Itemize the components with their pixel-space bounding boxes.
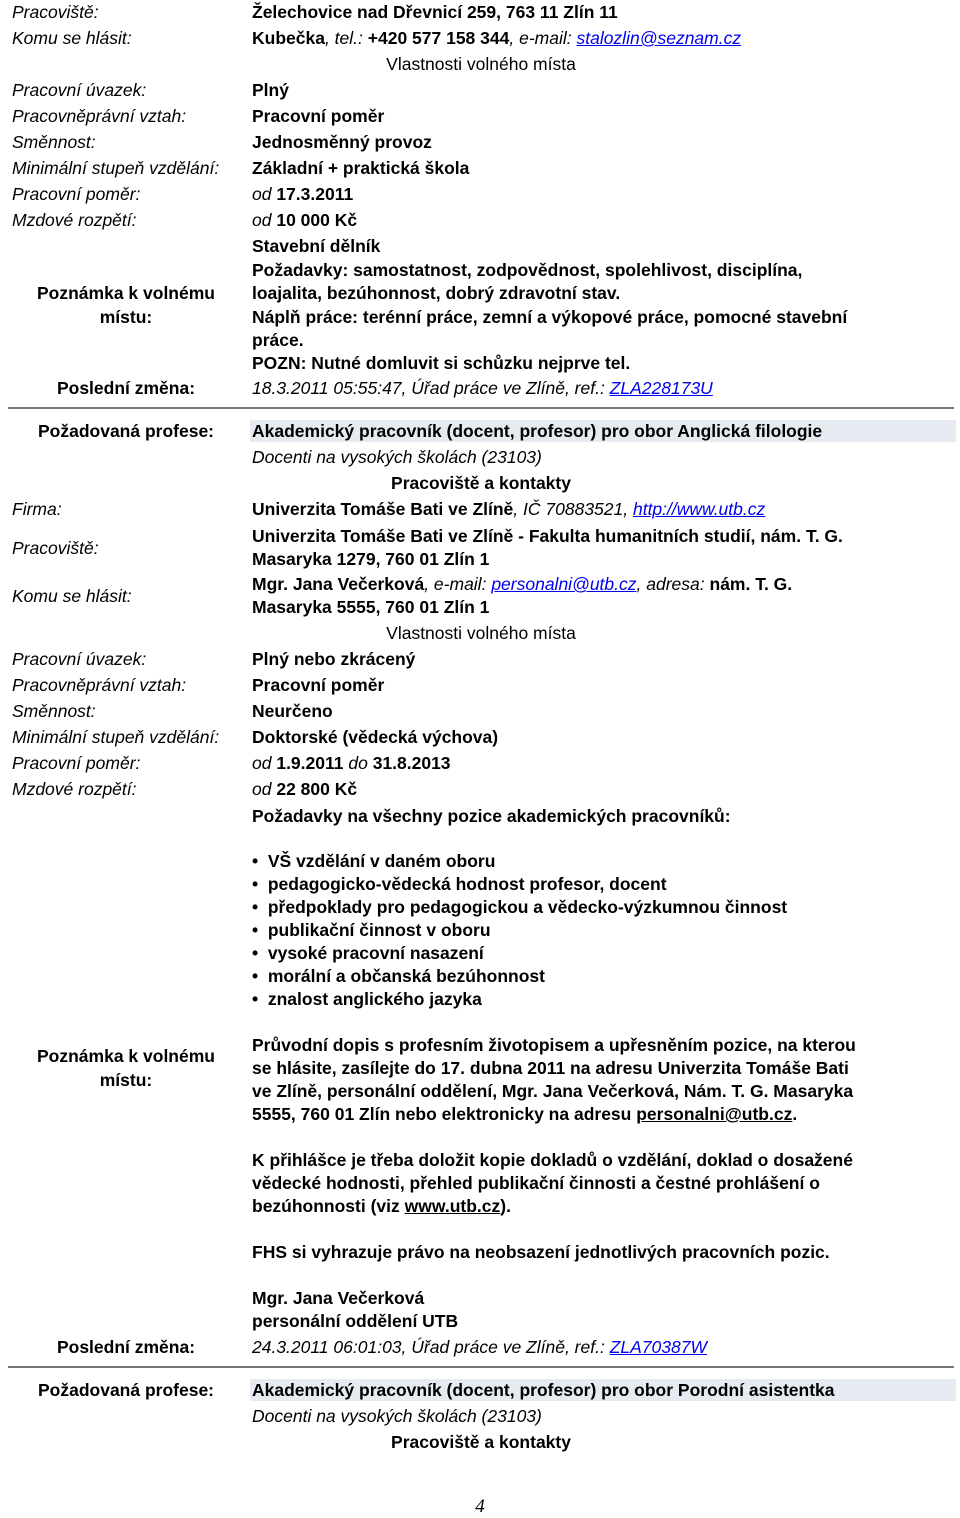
job1-pomer-label: Pracovní poměr: [12,184,141,204]
job2-komu-label: Komu se hlásit: [12,586,132,606]
job1-email-label: , e-mail: [509,28,577,48]
job2-uvazek-value: Plný nebo zkrácený [252,649,416,669]
job2-podpis-dept: personální oddělení UTB [252,1311,459,1331]
job1-poznamka-line: práce. [252,330,304,350]
job1-pomer-date: 17.3.2011 [271,184,354,204]
job2-smennost-value: Neurčeno [252,701,333,721]
job1-komu-value [252,27,741,49]
job1-vzdelani-value: Základní + praktická škola [252,158,470,178]
job2-zmena-label: Poslední změna: [56,1337,196,1357]
job2-pracoviste-line2: Masaryka 1279, 760 01 Zlín 1 [252,549,490,569]
job2-pomer-to: 31.8.2013 [367,753,451,773]
job1-email-link[interactable]: stalozlin@seznam.cz [576,28,742,48]
job1-tel-value: +420 577 158 344 [362,28,510,48]
job1-pomer-value [252,183,353,205]
job2-fhs-line: FHS si vyhrazuje právo na neobsazení jednotlivých pracovních pozic. [252,1242,830,1262]
job2-kontakty-heading: Pracoviště a kontakty [391,473,571,493]
job1-poznamka-label-2: místu: [99,307,153,327]
job3-profese-sub: Docenti na vysokých školách (23103) [252,1406,542,1426]
job2-uvazek-label: Pracovní úvazek: [12,649,147,669]
job2-pozadavky-heading: Požadavky na všechny pozice akademických pracovníků: [252,806,731,826]
job2-profese-label: Požadovaná profese: [37,421,215,441]
job2-kopie-line: vědecké hodnosti, přehled publikační činnosti a čestné prohlášení o [252,1173,820,1193]
job1-vlastnosti-heading: Vlastnosti volného místa [386,54,576,74]
job2-pozadavek-item: • morální a občanská bezúhonnost [252,966,545,986]
job1-mzda-amount: 10 000 Kč [271,210,358,230]
job1-uvazek-label: Pracovní úvazek: [12,80,147,100]
job3-kontakty-heading: Pracoviště a kontakty [391,1432,571,1452]
job2-adresa-2: Masaryka 5555, 760 01 Zlín 1 [252,597,490,617]
job2-firma-label: Firma: [12,499,62,519]
job1-vzdelani-label: Minimální stupeň vzdělání: [12,158,220,178]
job2-vzdelani-label: Minimální stupeň vzdělání: [12,727,220,747]
job2-komu-value [252,573,792,595]
job2-firma-ic: , IČ 70883521, [513,499,633,519]
job2-pomer-label: Pracovní poměr: [12,753,141,773]
job2-dopis-last: 5555, 760 01 Zlín nebo elektronicky na adresu personalni@utb.cz. [252,1104,798,1124]
job2-pomer-do: do [348,753,368,773]
job2-vlastnosti-heading: Vlastnosti volného místa [386,623,576,643]
job1-poznamka-label: Poznámka k volnému [37,283,215,303]
job2-pozadavek-item: • vysoké pracovní nasazení [252,943,484,963]
job1-pomer-od: od [252,184,272,204]
job2-pomer-value [252,752,451,774]
job2-pracoviste-label: Pracoviště: [12,538,99,558]
job1-poznamka-line: Požadavky: samostatnost, zodpovědnost, spolehlivost, disciplína, [252,260,803,280]
job2-dopis-email-link[interactable]: personalni@utb.cz [636,1104,793,1124]
job1-poznamka-line: loajalita, bezúhonnost, dobrý zdravotní stav. [252,283,621,303]
job1-komu-label: Komu se hlásit: [12,28,132,48]
job2-komu-name: Mgr. Jana Večerková [252,574,425,594]
job2-podpis-name: Mgr. Jana Večerková [252,1288,425,1308]
job2-adresa-1: nám. T. G. [709,574,793,594]
job3-profese-label: Požadovaná profese: [37,1380,215,1400]
job2-pozadavek-item: • předpoklady pro pedagogickou a vědecko-výzkumnou činnost [252,897,788,917]
job3-profese-value: Akademický pracovník (docent, profesor) pro obor Porodní asistentka [252,1380,835,1400]
job2-dopis-line: ve Zlíně, personální oddělení, Mgr. Jana Večerková, Nám. T. G. Masaryka [252,1081,854,1101]
job1-mzda-label: Mzdové rozpětí: [12,210,137,230]
job1-zmena-text: 18.3.2011 05:55:47, Úřad práce ve Zlíně, ref.: [252,378,610,398]
job2-vztah-label: Pracovněprávní vztah: [12,675,187,695]
job2-pracoviste-line1: Univerzita Tomáše Bati ve Zlíně - Fakulta humanitních studií, nám. T. G. [252,526,843,546]
job2-email-label: , e-mail: [424,574,492,594]
job2-pozadavek-item: • VŠ vzdělání v daném oboru [252,851,496,871]
job2-smennost-label: Směnnost: [12,701,96,721]
job1-mzda-value [252,209,357,231]
job1-poznamka-line: Náplň práce: terénní práce, zemní a výkopové práce, pomocné stavební [252,307,848,327]
job2-firma-url-link[interactable]: http://www.utb.cz [632,499,766,519]
job2-pozadavek-item: • znalost anglického jazyka [252,989,482,1009]
job2-zmena-ref-link[interactable]: ZLA70387W [609,1337,707,1357]
job1-mzda-od: od [252,210,272,230]
job1-uvazek-value: Plný [252,80,289,100]
job1-poznamka-line: Stavební dělník [252,236,381,256]
section-divider [8,1366,954,1368]
job2-kopie-url-link[interactable]: www.utb.cz [404,1196,501,1216]
job2-zmena-text: 24.3.2011 06:01:03, Úřad práce ve Zlíně, ref.: [252,1337,610,1357]
job2-firma-name: Univerzita Tomáše Bati ve Zlíně [252,499,514,519]
section-divider [8,407,954,409]
job2-adresa-label: , adresa: [636,574,710,594]
job1-tel-label: , tel.: [324,28,363,48]
job2-poznamka-label: Poznámka k volnému [37,1046,215,1066]
job2-kopie-last: bezúhonnosti (viz www.utb.cz). [252,1196,511,1216]
job2-email-link[interactable]: personalni@utb.cz [491,574,637,594]
job1-vztah-label: Pracovněprávní vztah: [12,106,187,126]
job1-smennost-label: Směnnost: [12,132,96,152]
job2-profese-sub: Docenti na vysokých školách (23103) [252,447,542,467]
job1-pracoviste-label: Pracoviště: [12,2,99,22]
job2-poznamka-label-2: místu: [99,1070,153,1090]
job2-dopis-line: se hlásite, zasílejte do 17. dubna 2011 na adresu Univerzita Tomáše Bati [252,1058,849,1078]
job2-mzda-amount: 22 800 Kč [271,779,358,799]
job2-firma-value [252,498,765,520]
job1-zmena-ref-link[interactable]: ZLA228173U [609,378,713,398]
job1-zmena-value [252,377,713,399]
job2-pozadavek-item: • publikační činnost v oboru [252,920,491,940]
job2-kopie-line: K přihlášce je třeba doložit kopie dokladů o vzdělání, doklad o dosažené [252,1150,853,1170]
job2-vztah-value: Pracovní poměr [252,675,385,695]
job2-mzda-value [252,778,357,800]
job2-mzda-label: Mzdové rozpětí: [12,779,137,799]
job1-poznamka-line: POZN: Nutné domluvit si schůzku nejprve tel. [252,353,631,373]
job2-zmena-value [252,1336,707,1358]
job2-pomer-from: 1.9.2011 [271,753,349,773]
job2-mzda-od: od [252,779,272,799]
job2-dopis-line: Průvodní dopis s profesním životopisem a upřesněním pozice, na kterou [252,1035,856,1055]
job1-vztah-value: Pracovní poměr [252,106,385,126]
job1-komu-name: Kubečka [252,28,325,48]
job1-smennost-value: Jednosměnný provoz [252,132,432,152]
job2-pomer-od: od [252,753,272,773]
job1-pracoviste-value: Želechovice nad Dřevnicí 259, 763 11 Zlín 11 [252,2,618,22]
job2-profese-value: Akademický pracovník (docent, profesor) pro obor Anglická filologie [252,421,823,441]
job1-zmena-label: Poslední změna: [56,378,196,398]
job2-pozadavek-item: • pedagogicko-vědecká hodnost profesor, docent [252,874,667,894]
job2-vzdelani-value: Doktorské (vědecká výchova) [252,727,499,747]
page-number: 4 [475,1496,485,1517]
